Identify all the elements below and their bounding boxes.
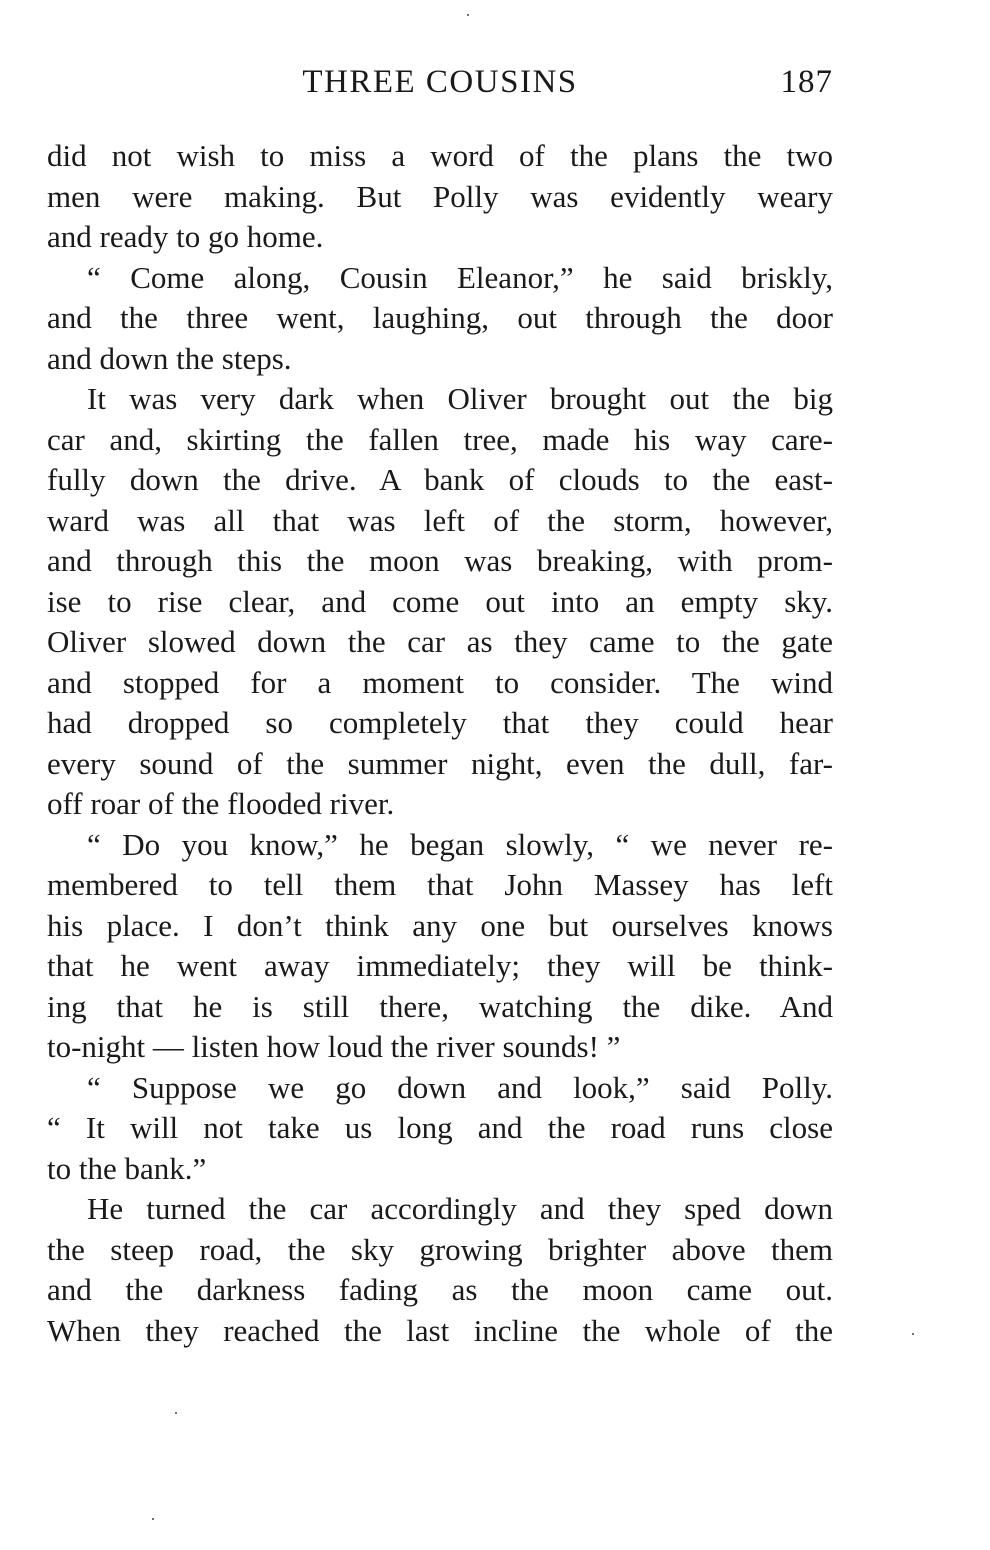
- text-line: ward was all that was left of the storm, however,: [47, 502, 833, 538]
- running-title: THREE COUSINS: [302, 64, 578, 100]
- text-line: every sound of the summer night, even the dull, far-: [47, 745, 833, 781]
- page-number: 187: [780, 64, 833, 100]
- text-line: and ready to go home.: [47, 219, 324, 254]
- text-line: membered to tell them that John Massey has left: [47, 867, 833, 902]
- text-line: that he went away immediately; they will be think-: [47, 948, 833, 983]
- text-line: and through this the moon was breaking, with prom-: [47, 543, 833, 578]
- text-line: “ Suppose we go down and look,” said Polly.: [87, 1069, 833, 1105]
- text-line: car and, skirting the fallen tree, made his way care-: [47, 421, 833, 457]
- text-line: and the darkness fading as the moon came out.: [47, 1272, 833, 1307]
- text-line: off roar of the flooded river.: [47, 786, 395, 821]
- scan-speck: [467, 14, 469, 16]
- text-line: men were making. But Polly was evidently weary: [47, 178, 833, 214]
- text-line: did not wish to miss a word of the plans the two: [47, 138, 833, 173]
- text-line: his place. I don’t think any one but ourselves knows: [47, 907, 833, 943]
- text-line: “ It will not take us long and the road runs close: [47, 1110, 833, 1145]
- text-line: “ Do you know,” he began slowly, “ we never re-: [87, 826, 833, 862]
- text-line: and down the steps.: [47, 340, 292, 376]
- text-line: It was very dark when Oliver brought out the big: [87, 381, 833, 416]
- text-line: “ Come along, Cousin Eleanor,” he said briskly,: [87, 259, 833, 295]
- text-line: to-night — listen how loud the river sounds! ”: [47, 1029, 621, 1064]
- text-line: and the three went, laughing, out through the door: [47, 300, 833, 335]
- text-line: to the bank.”: [47, 1150, 207, 1186]
- text-line: When they reached the last incline the whole of the: [47, 1312, 833, 1348]
- scan-speck: [912, 1333, 914, 1335]
- text-line: Oliver slowed down the car as they came to the gate: [47, 624, 833, 659]
- scan-speck: [175, 1412, 177, 1414]
- text-line: fully down the drive. A bank of clouds to the east-: [47, 462, 833, 497]
- text-line: and stopped for a moment to consider. The wind: [47, 664, 833, 700]
- text-line: He turned the car accordingly and they sped down: [87, 1191, 833, 1226]
- text-line: had dropped so completely that they could hear: [47, 705, 833, 740]
- text-line: ise to rise clear, and come out into an empty sky.: [47, 583, 833, 619]
- body-text: [47, 136, 833, 1351]
- text-line: the steep road, the sky growing brighter above them: [47, 1231, 833, 1267]
- scan-speck: [152, 1518, 154, 1520]
- running-head: [47, 58, 833, 106]
- text-line: ing that he is still there, watching the dike. And: [47, 988, 833, 1024]
